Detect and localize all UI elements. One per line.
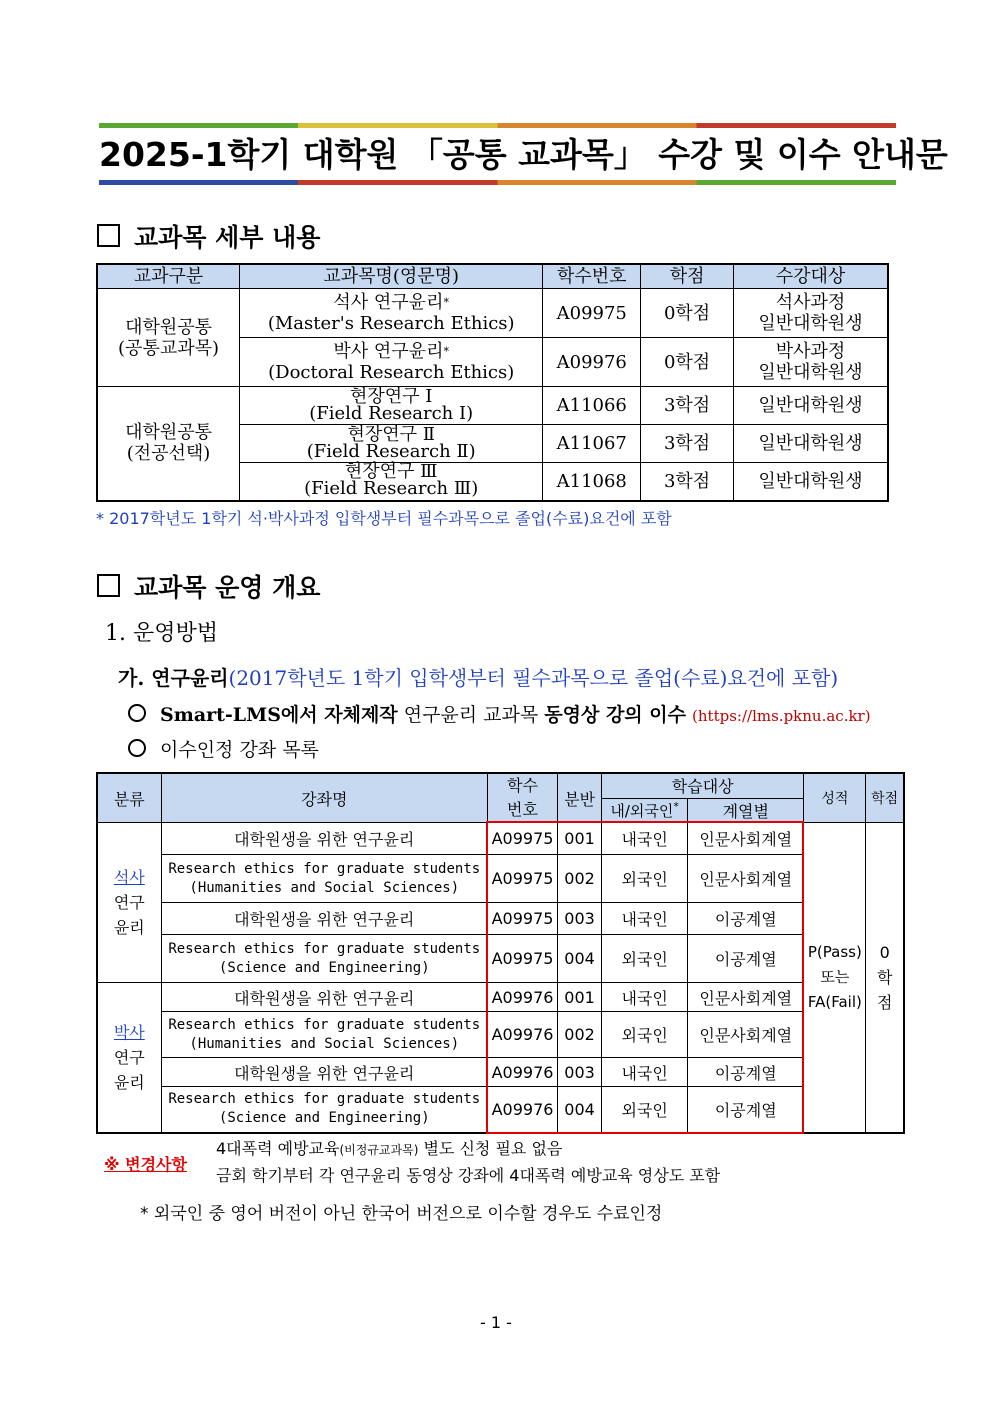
section-cell: 003	[558, 1058, 602, 1087]
header-cell: 학수번호	[543, 264, 641, 289]
field-cell: 인문사회계열	[688, 855, 804, 903]
circle-bullet-icon	[128, 739, 146, 757]
section-heading-overview: 교과목 운영 개요	[97, 568, 320, 604]
field-cell: 인문사회계열	[688, 823, 804, 855]
target-cell: 석사과정 일반대학원생	[733, 289, 888, 338]
subheading-method: 1. 운영방법	[105, 621, 218, 646]
category-cell: 대학원공통 (공통교과목)	[97, 289, 240, 387]
credit-cell: 3학점	[641, 387, 734, 425]
credit-cell: 3학점	[641, 463, 734, 501]
nationality-cell: 외국인	[602, 1012, 688, 1058]
bullet-lms: Smart-LMS에서 자체제작 연구윤리 교과목 동영상 강의 이수 (https://lms.pknu.ac.kr)	[128, 700, 871, 727]
code-cell: A09976	[487, 983, 557, 1012]
nationality-cell: 내국인	[602, 1058, 688, 1087]
credit-cell: 3학점	[641, 425, 734, 463]
nationality-cell: 외국인	[602, 935, 688, 983]
header-cell: 내/외국인*	[602, 798, 688, 823]
table-row	[97, 903, 904, 935]
header-cell: 성적	[804, 773, 866, 823]
code-cell: A09975	[487, 935, 557, 983]
table-header-row	[97, 773, 904, 798]
section-cell: 004	[558, 935, 602, 983]
code-cell: A09976	[487, 1058, 557, 1087]
code-cell: A09975	[487, 903, 557, 935]
section-cell: 004	[558, 1087, 602, 1133]
table-row	[97, 823, 904, 855]
section-cell: 002	[558, 1012, 602, 1058]
page-title: 2025-1학기 대학원 「공통 교과목」 수강 및 이수 안내문	[99, 135, 948, 174]
code-cell: A09976	[487, 1012, 557, 1058]
code-cell: A09975	[487, 855, 557, 903]
code-cell: A09975	[487, 823, 557, 855]
section-heading-details: 교과목 세부 내용	[97, 218, 320, 254]
header-cell: 수강대상	[733, 264, 888, 289]
footnote-required: * 2017학년도 1학기 석·박사과정 입학생부터 필수과목으로 졸업(수료)요건에 포함	[96, 509, 672, 528]
course-cell: Research ethics for graduate students (Science and Engineering)	[161, 935, 487, 983]
table-row	[97, 983, 904, 1012]
table-row	[97, 1087, 904, 1133]
table-header-row	[97, 264, 888, 289]
header-cell: 분류	[97, 773, 161, 823]
target-cell: 일반대학원생	[733, 387, 888, 425]
header-cell: 학점	[641, 264, 734, 289]
code-cell: A11067	[543, 425, 641, 463]
target-cell: 박사과정 일반대학원생	[733, 338, 888, 387]
header-cell: 계열별	[688, 798, 804, 823]
course-name-cell: 현장연구 Ⅰ (Field Research Ⅰ)	[240, 387, 543, 425]
course-cell: Research ethics for graduate students (Humanities and Social Sciences)	[161, 1012, 487, 1058]
field-cell: 인문사회계열	[688, 983, 804, 1012]
checkbox-square-icon	[97, 224, 120, 247]
table-row	[97, 1058, 904, 1087]
nationality-cell: 내국인	[602, 983, 688, 1012]
course-name-cell: 박사 연구윤리* (Doctoral Research Ethics)	[240, 338, 543, 387]
course-cell: 대학원생을 위한 연구윤리	[161, 983, 487, 1012]
course-list-table	[96, 772, 905, 1134]
title-bottom-bar	[99, 180, 896, 185]
checkbox-square-icon	[97, 574, 120, 597]
lms-url-link[interactable]: (https://lms.pknu.ac.kr)	[692, 707, 871, 725]
code-cell: A09976	[487, 1087, 557, 1133]
grade-cell: P(Pass) 또는 FA(Fail)	[804, 823, 866, 1133]
course-name-cell: 석사 연구윤리* (Master's Research Ethics)	[240, 289, 543, 338]
nationality-cell: 외국인	[602, 1087, 688, 1133]
header-cell: 학점	[866, 773, 904, 823]
target-cell: 일반대학원생	[733, 463, 888, 501]
code-cell: A09975	[543, 289, 641, 338]
header-cell: 강좌명	[161, 773, 487, 823]
nationality-cell: 외국인	[602, 855, 688, 903]
header-cell: 교과구분	[97, 264, 240, 289]
category-cell: 대학원공통 (전공선택)	[97, 387, 240, 501]
field-cell: 인문사회계열	[688, 1012, 804, 1058]
field-cell: 이공계열	[688, 1087, 804, 1133]
nationality-cell: 내국인	[602, 903, 688, 935]
changes-text: 4대폭력 예방교육(비정규교과목) 별도 신청 필요 없음 금회 학기부터 각 연구윤리 동영상 강좌에 4대폭력 예방교육 영상도 포함	[216, 1139, 721, 1185]
header-cell: 학습대상	[602, 773, 804, 798]
section-cell: 001	[558, 983, 602, 1012]
course-detail-table	[96, 263, 889, 502]
field-cell: 이공계열	[688, 903, 804, 935]
research-ethics-heading: 가. 연구윤리(2017학년도 1학기 입학생부터 필수과목으로 졸업(수료)요건에 포함)	[118, 666, 839, 690]
page-number: - 1 -	[480, 1313, 512, 1332]
code-cell: A11066	[543, 387, 641, 425]
table-row	[97, 289, 888, 338]
table-row	[97, 387, 888, 425]
changes-label: ※ 변경사항	[104, 1155, 187, 1174]
header-cell: 학수 번호	[487, 773, 557, 823]
section-cell: 003	[558, 903, 602, 935]
header-cell: 교과목명(영문명)	[240, 264, 543, 289]
footnote-foreigner: * 외국인 중 영어 버전이 아닌 한국어 버전으로 이수할 경우도 수료인정	[140, 1204, 663, 1224]
course-cell: 대학원생을 위한 연구윤리	[161, 1058, 487, 1087]
section-cell: 001	[558, 823, 602, 855]
table-row	[97, 1012, 904, 1058]
credit-cell: 0 학 점	[866, 823, 904, 1133]
bullet-course-list: 이수인정 강좌 목록	[128, 735, 319, 762]
circle-bullet-icon	[128, 704, 146, 722]
table-row	[97, 855, 904, 903]
credit-cell: 0학점	[641, 338, 734, 387]
course-cell: 대학원생을 위한 연구윤리	[161, 903, 487, 935]
field-cell: 이공계열	[688, 935, 804, 983]
section-cell: 002	[558, 855, 602, 903]
course-cell: Research ethics for graduate students (Science and Engineering)	[161, 1087, 487, 1133]
course-name-cell: 현장연구 Ⅲ (Field Research Ⅲ)	[240, 463, 543, 501]
table-row	[97, 935, 904, 983]
header-cell: 분반	[558, 773, 602, 823]
course-cell: 대학원생을 위한 연구윤리	[161, 823, 487, 855]
group-label-doctoral: 박사 연구 윤리	[97, 983, 161, 1133]
code-cell: A09976	[543, 338, 641, 387]
code-cell: A11068	[543, 463, 641, 501]
course-name-cell: 현장연구 Ⅱ (Field Research Ⅱ)	[240, 425, 543, 463]
group-label-master: 석사 연구 윤리	[97, 823, 161, 983]
course-cell: Research ethics for graduate students (Humanities and Social Sciences)	[161, 855, 487, 903]
field-cell: 이공계열	[688, 1058, 804, 1087]
title-banner	[99, 123, 948, 185]
credit-cell: 0학점	[641, 289, 734, 338]
nationality-cell: 내국인	[602, 823, 688, 855]
target-cell: 일반대학원생	[733, 425, 888, 463]
title-top-bar	[99, 123, 896, 128]
